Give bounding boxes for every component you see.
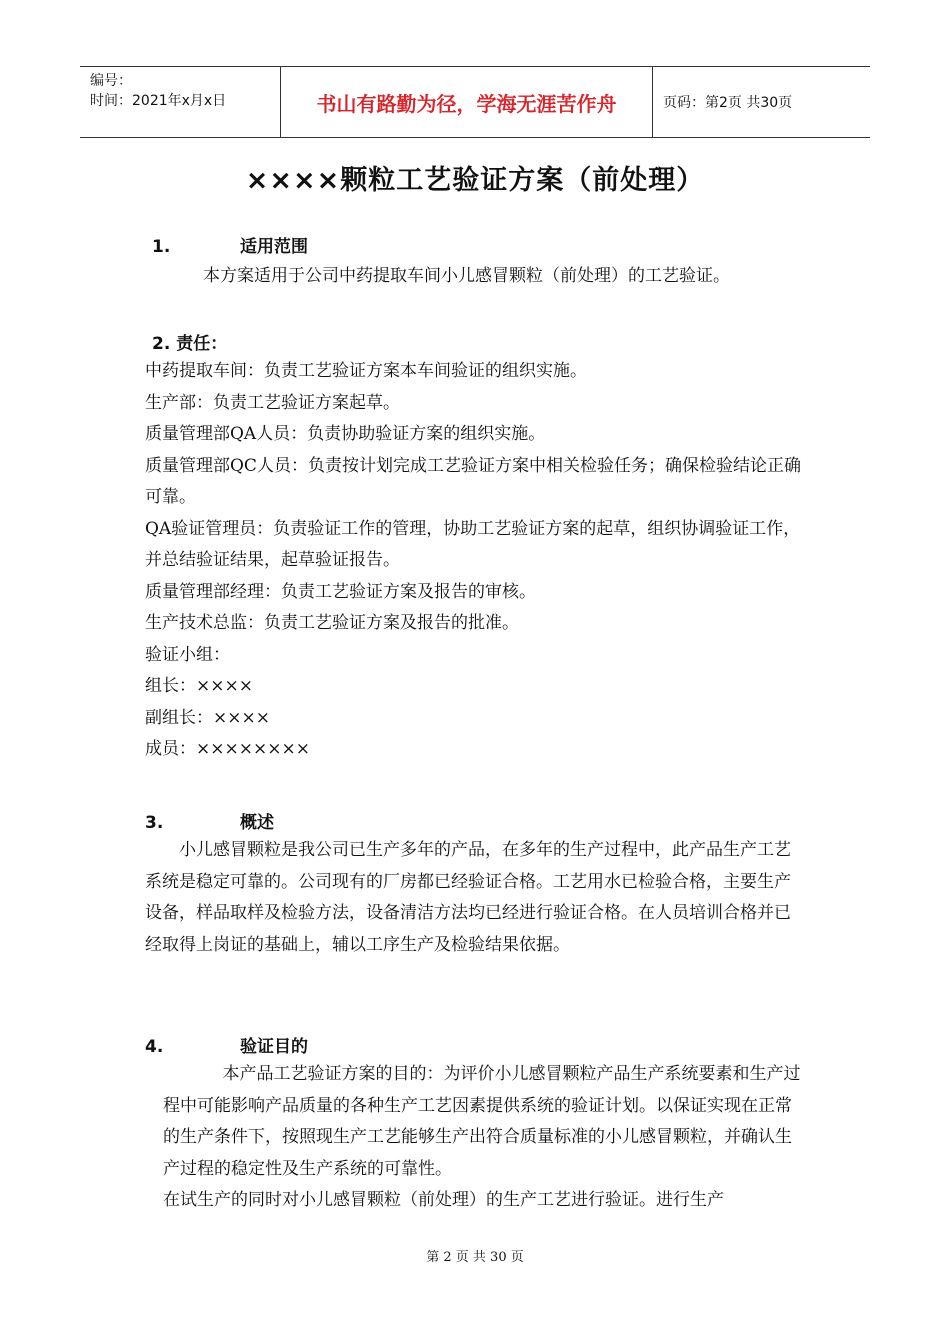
section-3-body: 小儿感冒颗粒是我公司已生产多年的产品，在多年的生产过程中，此产品生产工艺系统是稳定可靠的。公司现有的厂房都已经验证合格。工艺用水已检验合格，主要生产设备，样品取样及检验方法，设备清洁方法均已经进行验证合格。在人员培训合格并已经取得上岗证的基础上，辅以工序生产及检验结果依据。 [145, 840, 791, 955]
resp-line: 中药提取车间：负责工艺验证方案本车间验证的组织实施。 [145, 361, 587, 381]
section-1-heading [152, 232, 308, 257]
document-title: ××××颗粒工艺验证方案（前处理） [245, 165, 705, 196]
header-table [80, 66, 870, 138]
section-1-body: 本方案适用于公司中药提取车间小儿感冒颗粒（前处理）的工艺验证。 [203, 266, 730, 286]
section-1-number: 1. [152, 237, 171, 257]
resp-line: 质量管理部QA人员：负责协助验证方案的组织实施。 [145, 424, 546, 444]
team-label: 验证小组： [145, 644, 230, 665]
resp-line: 生产技术总监：负责工艺验证方案及报告的批准。 [145, 613, 519, 633]
resp-line: QA验证管理员：负责验证工作的管理，协助工艺验证方案的起草，组织协调验证工作，并总结验证结果，起草验证报告。 [145, 518, 801, 570]
resp-line: 生产部：负责工艺验证方案起草。 [145, 392, 400, 413]
header-motto-cell [281, 67, 653, 137]
header-page-info: 页码：第2页 共30页 [663, 95, 793, 111]
resp-line: 质量管理部经理：负责工艺验证方案及报告的审核。 [145, 581, 536, 602]
section-3-title: 概述 [240, 813, 274, 833]
header-motto: 书山有路勤为径，学海无涯苦作舟 [316, 91, 617, 116]
team-members: 成员：×××××××× [145, 739, 310, 759]
section-3-heading [145, 808, 274, 833]
section-4-body: 本产品工艺验证方案的目的：为评价小儿感冒颗粒产品生产系统要素和生产过程中可能影响产品质量的各种生产工艺因素提供系统的验证计划。以保证实现在正常的生产条件下，按照现生产工艺能够生产出符合质量标准的小儿感冒颗粒，并确认生产过程的稳定性及生产系统的可靠性。 [163, 1064, 801, 1179]
section-2-heading: 2. 责任： [152, 334, 228, 354]
section-1-title: 适用范围 [240, 237, 308, 257]
section-4-heading [145, 1032, 308, 1057]
team-deputy: 副组长：×××× [145, 707, 270, 728]
doc-number-label: 编号： [90, 73, 132, 89]
resp-line: 质量管理部QC人员：负责按计划完成工艺验证方案中相关检验任务；确保检验结论正确可靠。 [145, 455, 801, 507]
section-4-title: 验证目的 [240, 1037, 308, 1057]
page-footer: 第 2 页 共 30 页 [426, 1250, 524, 1265]
section-4-body-continued: 在试生产的同时对小儿感冒颗粒（前处理）的生产工艺进行验证。进行生产 [163, 1190, 724, 1210]
header-left-cell [80, 67, 281, 137]
team-leader: 组长：×××× [145, 676, 253, 696]
section-3-number: 3. [145, 813, 164, 833]
doc-time-label: 时间：2021年x月x日 [90, 93, 227, 109]
section-2-body [145, 356, 805, 766]
section-4-number: 4. [145, 1037, 164, 1057]
